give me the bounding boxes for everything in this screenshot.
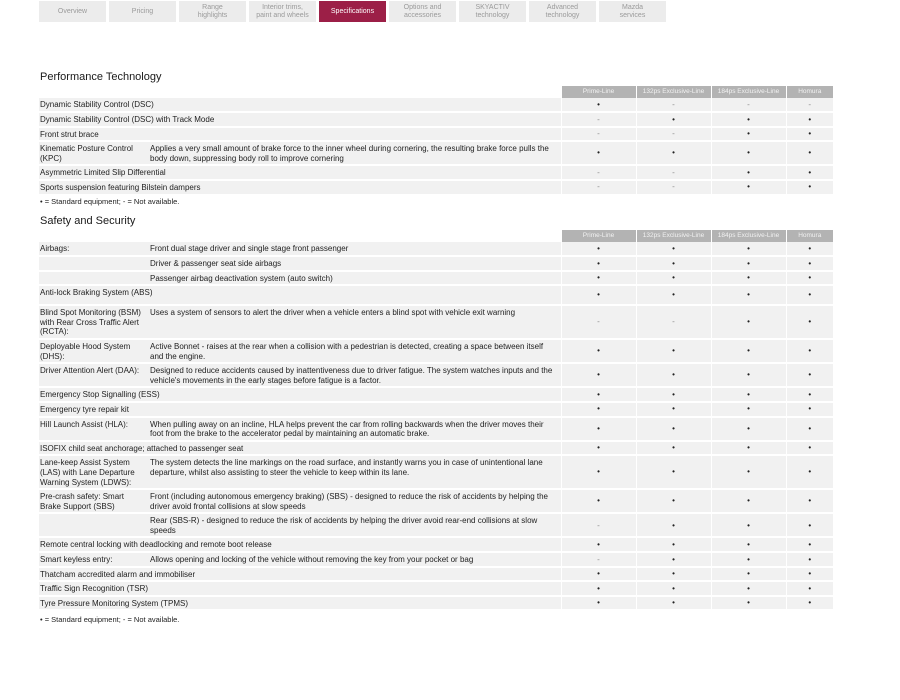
standard-equipment-mark: •: [561, 387, 636, 402]
column-header: 184ps Exclusive-Line: [711, 86, 786, 98]
table-row: [39, 402, 833, 417]
tab-skyactiv-technology[interactable]: SKYACTIV technology: [459, 1, 526, 22]
feature-label: Anti-lock Braking System (ABS): [39, 285, 561, 305]
table-row: [39, 417, 833, 441]
standard-equipment-mark: •: [636, 256, 711, 271]
table-row: [39, 165, 833, 180]
feature-label: Dynamic Stability Control (DSC) with Track Mode: [39, 112, 561, 127]
standard-equipment-mark: •: [711, 537, 786, 552]
table-row: [39, 552, 833, 567]
feature-label: Driver Attention Alert (DAA):: [39, 363, 149, 387]
standard-equipment-mark: •: [561, 242, 636, 256]
feature-description: Front dual stage driver and single stage front passenger: [149, 242, 561, 256]
feature-label: ISOFIX child seat anchorage; attached to passenger seat: [39, 441, 561, 456]
not-available-mark: -: [561, 165, 636, 180]
tab-pricing[interactable]: Pricing: [109, 1, 176, 22]
feature-label: Emergency Stop Signalling (ESS): [39, 387, 561, 402]
not-available-mark: -: [561, 180, 636, 195]
standard-equipment-mark: •: [561, 141, 636, 165]
standard-equipment-mark: •: [561, 417, 636, 441]
standard-equipment-mark: •: [711, 141, 786, 165]
feature-label: Pre-crash safety: Smart Brake Support (SBS): [39, 489, 149, 513]
feature-label: [39, 256, 149, 271]
feature-description: The system detects the line markings on the road surface, and instantly warns you in case of unintentional lane departure, whilst also assisting to steer the vehicle to keep within its lane.: [149, 455, 561, 489]
table-row: [39, 567, 833, 582]
standard-equipment-mark: •: [636, 441, 711, 456]
standard-equipment-mark: •: [786, 256, 833, 271]
safety-title: Safety and Security: [40, 215, 136, 227]
standard-equipment-mark: •: [786, 567, 833, 582]
standard-equipment-mark: •: [711, 363, 786, 387]
standard-equipment-mark: •: [786, 455, 833, 489]
column-header: 132ps Exclusive-Line: [636, 230, 711, 242]
standard-equipment-mark: •: [711, 305, 786, 339]
standard-equipment-mark: •: [636, 402, 711, 417]
feature-description: Rear (SBS-R) - designed to reduce the risk of accidents by helping the driver avoid rear-end collisions at slow speeds: [149, 513, 561, 537]
standard-equipment-mark: •: [711, 402, 786, 417]
standard-equipment-mark: •: [636, 552, 711, 567]
standard-equipment-mark: •: [561, 537, 636, 552]
not-available-mark: -: [561, 127, 636, 142]
table-row: [39, 112, 833, 127]
section-tabs: [39, 1, 666, 22]
feature-label: Thatcham accredited alarm and immobiliser: [39, 567, 561, 582]
tab-advanced-technology[interactable]: Advanced technology: [529, 1, 596, 22]
table-row: [39, 305, 833, 339]
standard-equipment-mark: •: [786, 141, 833, 165]
not-available-mark: -: [786, 98, 833, 112]
standard-equipment-mark: •: [786, 180, 833, 195]
standard-equipment-mark: •: [636, 112, 711, 127]
standard-equipment-mark: •: [561, 455, 636, 489]
not-available-mark: -: [711, 98, 786, 112]
standard-equipment-mark: •: [786, 242, 833, 256]
feature-description: Front (including autonomous emergency braking) (SBS) - designed to reduce the risk of accidents by helping the driver avoid frontal collisions at slow speeds: [149, 489, 561, 513]
feature-description: Uses a system of sensors to alert the driver when a vehicle enters a blind spot with vehicle exit warning: [149, 305, 561, 339]
feature-label: [39, 271, 149, 286]
feature-label: [39, 513, 149, 537]
standard-equipment-mark: •: [561, 596, 636, 611]
table-row: [39, 98, 833, 112]
standard-equipment-mark: •: [636, 141, 711, 165]
standard-equipment-mark: •: [636, 387, 711, 402]
table-row: [39, 271, 833, 286]
not-available-mark: -: [561, 513, 636, 537]
table-row: [39, 363, 833, 387]
safety-table: [39, 230, 833, 611]
column-header: 184ps Exclusive-Line: [711, 230, 786, 242]
standard-equipment-mark: •: [636, 285, 711, 305]
table-row: [39, 455, 833, 489]
standard-equipment-mark: •: [711, 165, 786, 180]
feature-label: Emergency tyre repair kit: [39, 402, 561, 417]
feature-description: Driver & passenger seat side airbags: [149, 256, 561, 271]
table-row: [39, 285, 833, 305]
safety-footnote: • = Standard equipment; - = Not available.: [40, 615, 180, 624]
table-row: [39, 489, 833, 513]
feature-description: When pulling away on an incline, HLA helps prevent the car from rolling backwards when the driver moves their foot from the brake to the accelerator pedal by maintaining an automatic brake.: [149, 417, 561, 441]
standard-equipment-mark: •: [786, 441, 833, 456]
tab-specifications[interactable]: Specifications: [319, 1, 386, 22]
performance-title: Performance Technology: [40, 71, 162, 83]
tab-range-highlights[interactable]: Range highlights: [179, 1, 246, 22]
standard-equipment-mark: •: [711, 596, 786, 611]
standard-equipment-mark: •: [786, 417, 833, 441]
standard-equipment-mark: •: [711, 441, 786, 456]
tab-mazda-services[interactable]: Mazda services: [599, 1, 666, 22]
feature-description: Applies a very small amount of brake force to the inner wheel during cornering, the resulting brake force pulls the body down, suppressing body roll to improve cornering: [149, 141, 561, 165]
standard-equipment-mark: •: [636, 581, 711, 596]
standard-equipment-mark: •: [786, 165, 833, 180]
standard-equipment-mark: •: [711, 387, 786, 402]
feature-label: Asymmetric Limited Slip Differential: [39, 165, 561, 180]
feature-label: Dynamic Stability Control (DSC): [39, 98, 561, 112]
standard-equipment-mark: •: [786, 402, 833, 417]
feature-description: Passenger airbag deactivation system (auto switch): [149, 271, 561, 286]
table-row: [39, 596, 833, 611]
feature-description: Designed to reduce accidents caused by inattentiveness due to driver fatigue. The system watches inputs and the vehicle's movements in the early stages before fatigue is a factor.: [149, 363, 561, 387]
feature-label: Tyre Pressure Monitoring System (TPMS): [39, 596, 561, 611]
not-available-mark: -: [561, 305, 636, 339]
feature-label: Blind Spot Monitoring (BSM) with Rear Cross Traffic Alert (RCTA):: [39, 305, 149, 339]
standard-equipment-mark: •: [636, 567, 711, 582]
column-header: Homura: [786, 86, 833, 98]
table-row: [39, 441, 833, 456]
standard-equipment-mark: •: [711, 455, 786, 489]
feature-label: Deployable Hood System (DHS):: [39, 339, 149, 363]
standard-equipment-mark: •: [786, 596, 833, 611]
feature-label: Lane-keep Assist System (LAS) with Lane Departure Warning System (LDWS):: [39, 455, 149, 489]
standard-equipment-mark: •: [561, 256, 636, 271]
table-row: [39, 537, 833, 552]
standard-equipment-mark: •: [711, 339, 786, 363]
standard-equipment-mark: •: [786, 127, 833, 142]
column-header: 132ps Exclusive-Line: [636, 86, 711, 98]
standard-equipment-mark: •: [636, 513, 711, 537]
standard-equipment-mark: •: [636, 363, 711, 387]
table-row: [39, 141, 833, 165]
table-row: [39, 180, 833, 195]
feature-description: Allows opening and locking of the vehicle without removing the key from your pocket or bag: [149, 552, 561, 567]
standard-equipment-mark: •: [636, 242, 711, 256]
standard-equipment-mark: •: [786, 271, 833, 286]
table-row: [39, 242, 833, 256]
standard-equipment-mark: •: [711, 242, 786, 256]
tab-interior-trims-paint-and-wheels[interactable]: Interior trims, paint and wheels: [249, 1, 316, 22]
standard-equipment-mark: •: [636, 339, 711, 363]
table-row: [39, 513, 833, 537]
feature-label: Traffic Sign Recognition (TSR): [39, 581, 561, 596]
table-row: [39, 581, 833, 596]
not-available-mark: -: [636, 305, 711, 339]
standard-equipment-mark: •: [561, 271, 636, 286]
standard-equipment-mark: •: [636, 537, 711, 552]
standard-equipment-mark: •: [711, 112, 786, 127]
standard-equipment-mark: •: [711, 581, 786, 596]
standard-equipment-mark: •: [786, 285, 833, 305]
table-row: [39, 387, 833, 402]
standard-equipment-mark: •: [561, 363, 636, 387]
standard-equipment-mark: •: [636, 596, 711, 611]
standard-equipment-mark: •: [711, 513, 786, 537]
not-available-mark: -: [636, 127, 711, 142]
standard-equipment-mark: •: [561, 441, 636, 456]
feature-label: Smart keyless entry:: [39, 552, 149, 567]
feature-label: Airbags:: [39, 242, 149, 256]
standard-equipment-mark: •: [636, 417, 711, 441]
not-available-mark: -: [561, 112, 636, 127]
standard-equipment-mark: •: [711, 180, 786, 195]
tab-overview[interactable]: Overview: [39, 1, 106, 22]
feature-label: Remote central locking with deadlocking and remote boot release: [39, 537, 561, 552]
tab-options-and-accessories[interactable]: Options and accessories: [389, 1, 456, 22]
standard-equipment-mark: •: [786, 581, 833, 596]
standard-equipment-mark: •: [561, 489, 636, 513]
standard-equipment-mark: •: [711, 285, 786, 305]
column-header: Prime-Line: [561, 86, 636, 98]
feature-label: Front strut brace: [39, 127, 561, 142]
standard-equipment-mark: •: [636, 271, 711, 286]
not-available-mark: -: [636, 98, 711, 112]
standard-equipment-mark: •: [786, 513, 833, 537]
table-row: [39, 339, 833, 363]
not-available-mark: -: [561, 552, 636, 567]
feature-label: Sports suspension featuring Bilstein dampers: [39, 180, 561, 195]
table-row: [39, 256, 833, 271]
standard-equipment-mark: •: [711, 489, 786, 513]
standard-equipment-mark: •: [786, 387, 833, 402]
standard-equipment-mark: •: [711, 271, 786, 286]
standard-equipment-mark: •: [711, 417, 786, 441]
standard-equipment-mark: •: [711, 567, 786, 582]
not-available-mark: -: [636, 165, 711, 180]
standard-equipment-mark: •: [711, 552, 786, 567]
column-header: Homura: [786, 230, 833, 242]
standard-equipment-mark: •: [786, 305, 833, 339]
standard-equipment-mark: •: [711, 256, 786, 271]
standard-equipment-mark: •: [561, 339, 636, 363]
feature-label: Hill Launch Assist (HLA):: [39, 417, 149, 441]
not-available-mark: -: [636, 180, 711, 195]
standard-equipment-mark: •: [636, 455, 711, 489]
column-header: Prime-Line: [561, 230, 636, 242]
standard-equipment-mark: •: [561, 98, 636, 112]
standard-equipment-mark: •: [711, 127, 786, 142]
performance-table: [39, 86, 833, 196]
table-row: [39, 127, 833, 142]
performance-footnote: • = Standard equipment; - = Not available.: [40, 197, 180, 206]
standard-equipment-mark: •: [561, 567, 636, 582]
standard-equipment-mark: •: [561, 285, 636, 305]
standard-equipment-mark: •: [561, 581, 636, 596]
standard-equipment-mark: •: [786, 537, 833, 552]
standard-equipment-mark: •: [786, 489, 833, 513]
standard-equipment-mark: •: [786, 339, 833, 363]
standard-equipment-mark: •: [561, 402, 636, 417]
standard-equipment-mark: •: [786, 552, 833, 567]
standard-equipment-mark: •: [786, 112, 833, 127]
feature-description: Active Bonnet - raises at the rear when a collision with a pedestrian is detected, creating a space between itself and the engine.: [149, 339, 561, 363]
standard-equipment-mark: •: [786, 363, 833, 387]
standard-equipment-mark: •: [636, 489, 711, 513]
feature-label: Kinematic Posture Control (KPC): [39, 141, 149, 165]
